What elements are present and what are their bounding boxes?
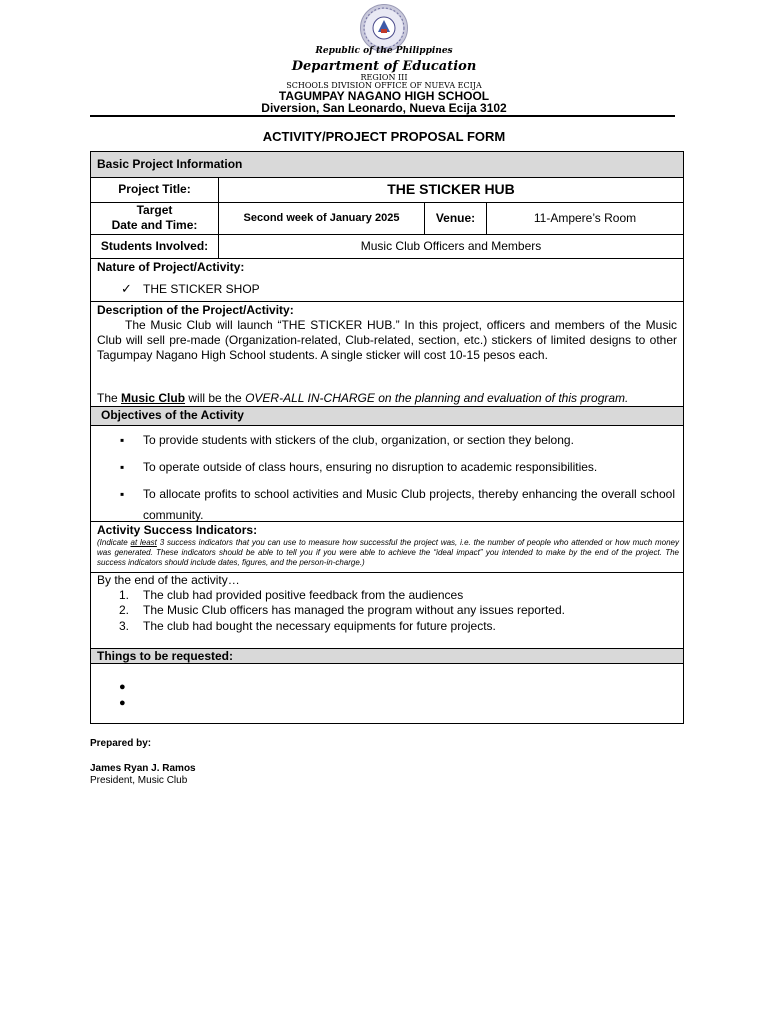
- students-value: Music Club Officers and Members: [360, 239, 542, 253]
- school-name: TAGUMPAY NAGANO HIGH SCHOOL: [278, 89, 490, 103]
- row-divider: [91, 234, 683, 235]
- round-bullet-icon: ●: [119, 697, 126, 709]
- indicator-number: 1.: [119, 588, 130, 602]
- department-name: Department of Education: [291, 59, 477, 74]
- note-rest: 3 success indicators that you can use to measure how successful the project was, i.e. the number of people who attended or how much money was generated. These indicators should be able to tell you if you were able to achieve the “ideal impact” you intended to make by the end of the project. The success indicators should include dates, figures, and the person-in-charge.): [97, 538, 680, 567]
- checkmark-icon: ✓: [121, 281, 132, 296]
- description-label: Description of the Project/Activity:: [97, 303, 294, 317]
- students-label: Students Involved:: [100, 239, 209, 253]
- row-divider: [91, 406, 683, 407]
- description-paragraph: The Music Club will launch “THE STICKER HUB.” In this project, officers and members of the Music Club will sell pre-made (Organization-related, Club-related, section, etc.) stickers of limited designs to other Tagumpay Nagano High School students. A single sticker will cost 10-15 pesos each.: [97, 318, 677, 362]
- indicator-number: 3.: [119, 619, 130, 633]
- row-divider: [91, 177, 683, 178]
- row-divider: [91, 301, 683, 302]
- note-open: (Indicate: [97, 538, 131, 547]
- prepared-by-label: Prepared by:: [90, 738, 152, 749]
- incharge-club: Music Club: [121, 391, 186, 405]
- target-label-line1: Target: [136, 203, 173, 217]
- venue-label: Venue:: [435, 211, 476, 225]
- objective-item: To operate outside of class hours, ensuring no disruption to academic responsibilities.: [143, 460, 598, 474]
- objective-item: To provide students with stickers of the club, organization, or section they belong.: [143, 433, 574, 447]
- incharge-line: [97, 391, 628, 406]
- form-title: ACTIVITY/PROJECT PROPOSAL FORM: [262, 129, 506, 144]
- republic-line: Republic of the Philippines: [315, 46, 453, 56]
- basic-info-label: Basic Project Information: [97, 157, 243, 171]
- project-title-value: THE STICKER HUB: [387, 181, 515, 197]
- indicator-item: The club had provided positive feedback from the audiences: [143, 588, 464, 602]
- region-line: REGION III: [360, 73, 408, 82]
- deped-seal-icon: [360, 4, 408, 52]
- preparer-name: James Ryan J. Ramos: [90, 763, 196, 774]
- indicators-note: [97, 538, 679, 568]
- header-divider: [90, 115, 675, 117]
- square-bullet-icon: ▪: [120, 487, 125, 501]
- nature-value: THE STICKER SHOP: [143, 282, 260, 296]
- preparer-position: President, Music Club: [90, 775, 188, 786]
- division-line: SCHOOLS DIVISION OFFICE OF NUEVA ECIJA: [286, 81, 482, 90]
- venue-value: 11-Ampere’s Room: [533, 211, 637, 225]
- row-divider: [91, 258, 683, 259]
- round-bullet-icon: ●: [119, 681, 126, 693]
- incharge-italic: OVER-ALL IN-CHARGE on the planning and evaluation of this program.: [245, 391, 629, 405]
- requests-label: Things to be requested:: [97, 649, 234, 663]
- row-divider: [91, 425, 683, 426]
- square-bullet-icon: ▪: [120, 460, 125, 474]
- indicator-item: The club had bought the necessary equipments for future projects.: [143, 619, 496, 633]
- project-title-label: Project Title:: [118, 182, 191, 196]
- school-address: Diversion, San Leonardo, Nueva Ecija 3102: [261, 101, 507, 115]
- proposal-form-table: [90, 151, 684, 724]
- note-underline: at least: [130, 538, 157, 547]
- objectives-label: Objectives of the Activity: [101, 408, 244, 422]
- indicators-lead: By the end of the activity…: [97, 573, 240, 587]
- square-bullet-icon: ▪: [120, 433, 125, 447]
- indicator-item: The Music Club officers has managed the program without any issues reported.: [143, 603, 565, 617]
- incharge-middle: will be the: [185, 391, 246, 405]
- indicators-label: Activity Success Indicators:: [97, 523, 258, 537]
- target-label-line2: Date and Time:: [111, 218, 198, 232]
- objective-item: To allocate profits to school activities and Music Club projects, thereby enhancing the overall school community.: [143, 487, 675, 522]
- indicator-number: 2.: [119, 603, 130, 617]
- incharge-prefix: The: [97, 391, 122, 405]
- target-date-value: Second week of January 2025: [243, 212, 400, 224]
- nature-label: Nature of Project/Activity:: [97, 260, 245, 274]
